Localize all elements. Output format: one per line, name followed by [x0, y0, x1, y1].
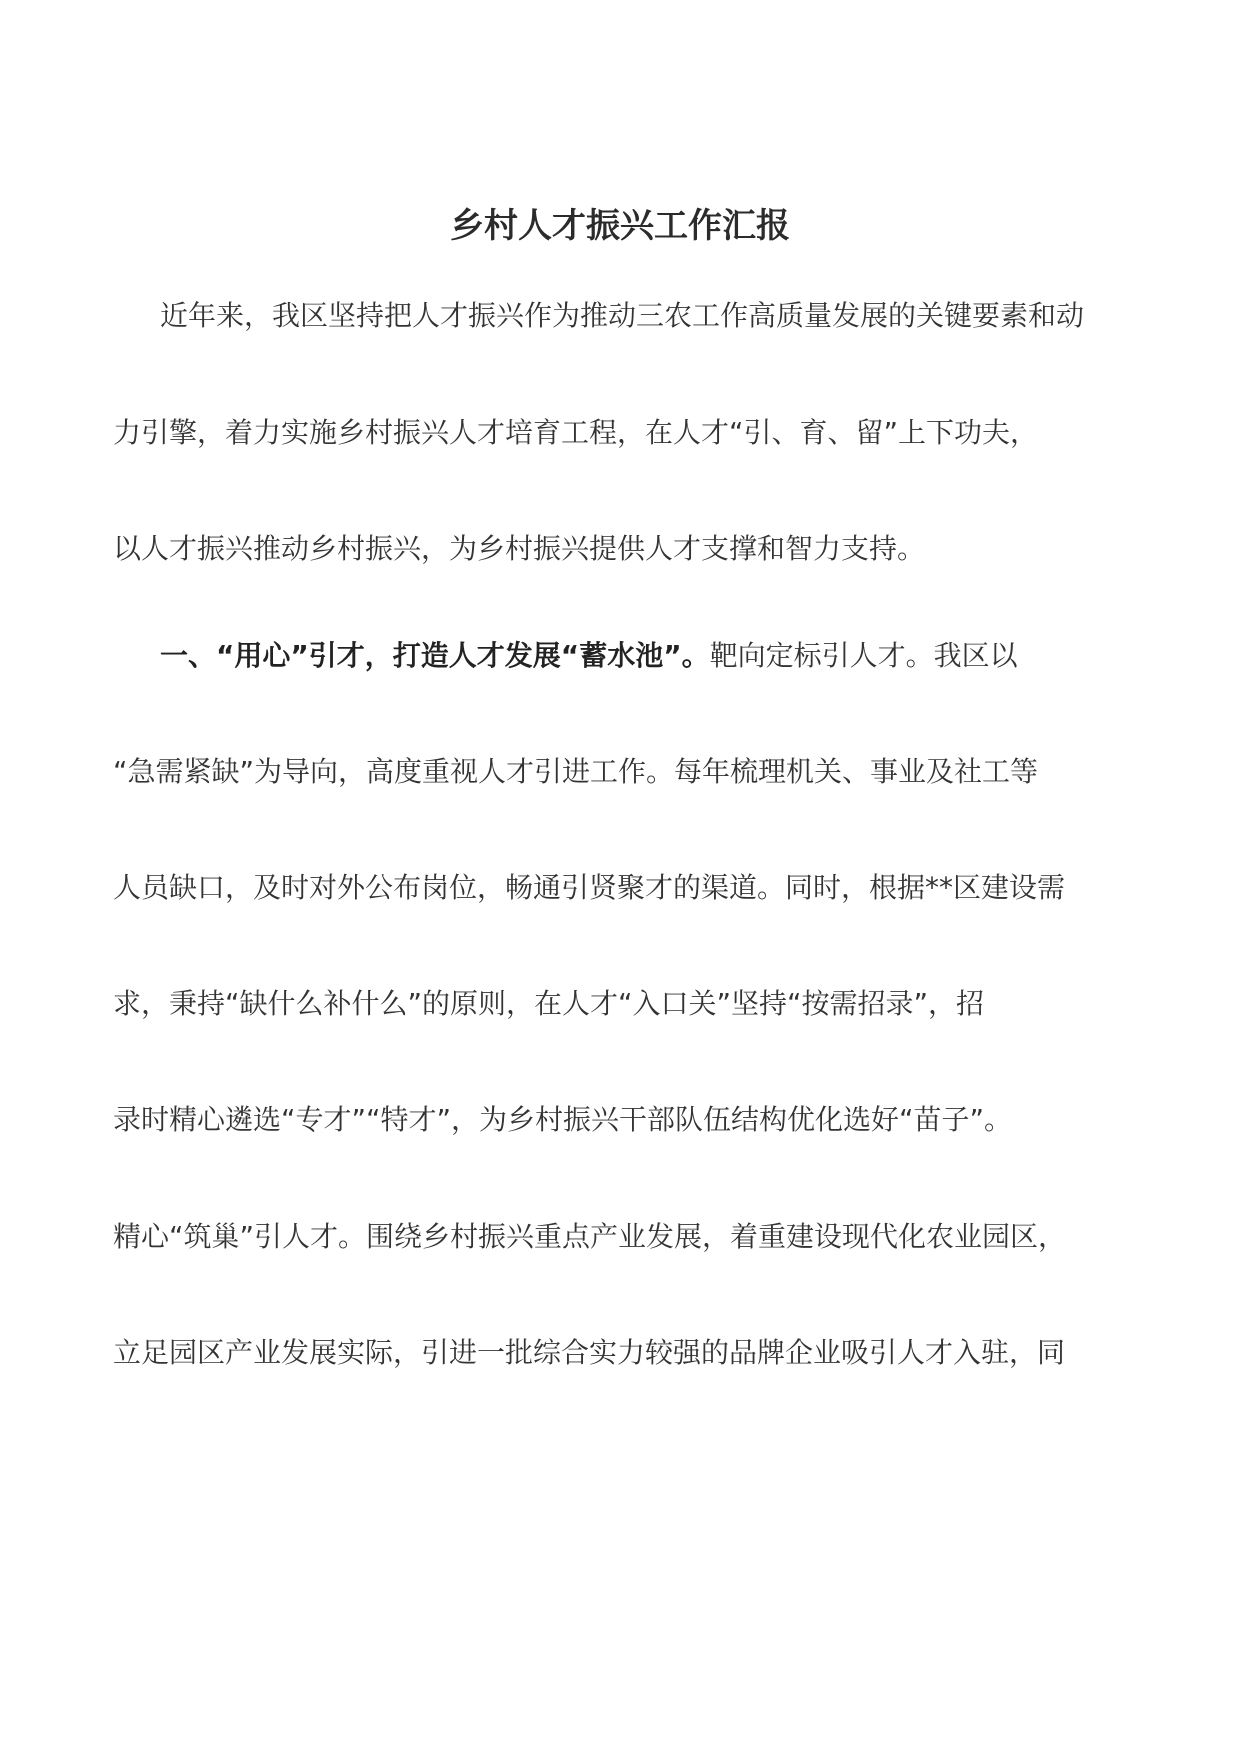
paragraph-line: 近年来，我区坚持把人才振兴作为推动三农工作高质量发展的关键要素和动 — [160, 299, 1085, 332]
paragraph-line: 以人才振兴推动乡村振兴，为乡村振兴提供人才支撑和智力支持。 — [113, 532, 926, 565]
section-one-text: 靶向定标引人才。我区以 — [709, 639, 1018, 672]
paragraph-line: 力引擎，着力实施乡村振兴人才培育工程，在人才“引、育、留”上下功夫， — [113, 416, 1039, 449]
section-heading-line — [160, 636, 1200, 676]
paragraph-line: 立足园区产业发展实际，引进一批综合实力较强的品牌企业吸引人才入驻，同 — [113, 1336, 1066, 1369]
document-title: 乡村人才振兴工作汇报 — [450, 206, 790, 246]
section-one-heading: 一、“用心”引才，打造人才发展“蓄水池”。 — [160, 639, 710, 672]
paragraph-line: “急需紧缺”为导向，高度重视人才引进工作。每年梳理机关、事业及社工等 — [113, 755, 1039, 788]
paragraph-line: 录时精心遴选“专才”“特才”，为乡村振兴干部队伍结构优化选好“苗子”。 — [113, 1103, 1013, 1136]
paragraph-line: 精心“筑巢”引人才。围绕乡村振兴重点产业发展，着重建设现代化农业园区， — [113, 1220, 1067, 1253]
paragraph-line: 求，秉持“缺什么补什么”的原则，在人才“入口关”坚持“按需招录”，招 — [113, 987, 985, 1020]
paragraph-line: 人员缺口，及时对外公布岗位，畅通引贤聚才的渠道。同时，根据**区建设需 — [113, 871, 1066, 904]
